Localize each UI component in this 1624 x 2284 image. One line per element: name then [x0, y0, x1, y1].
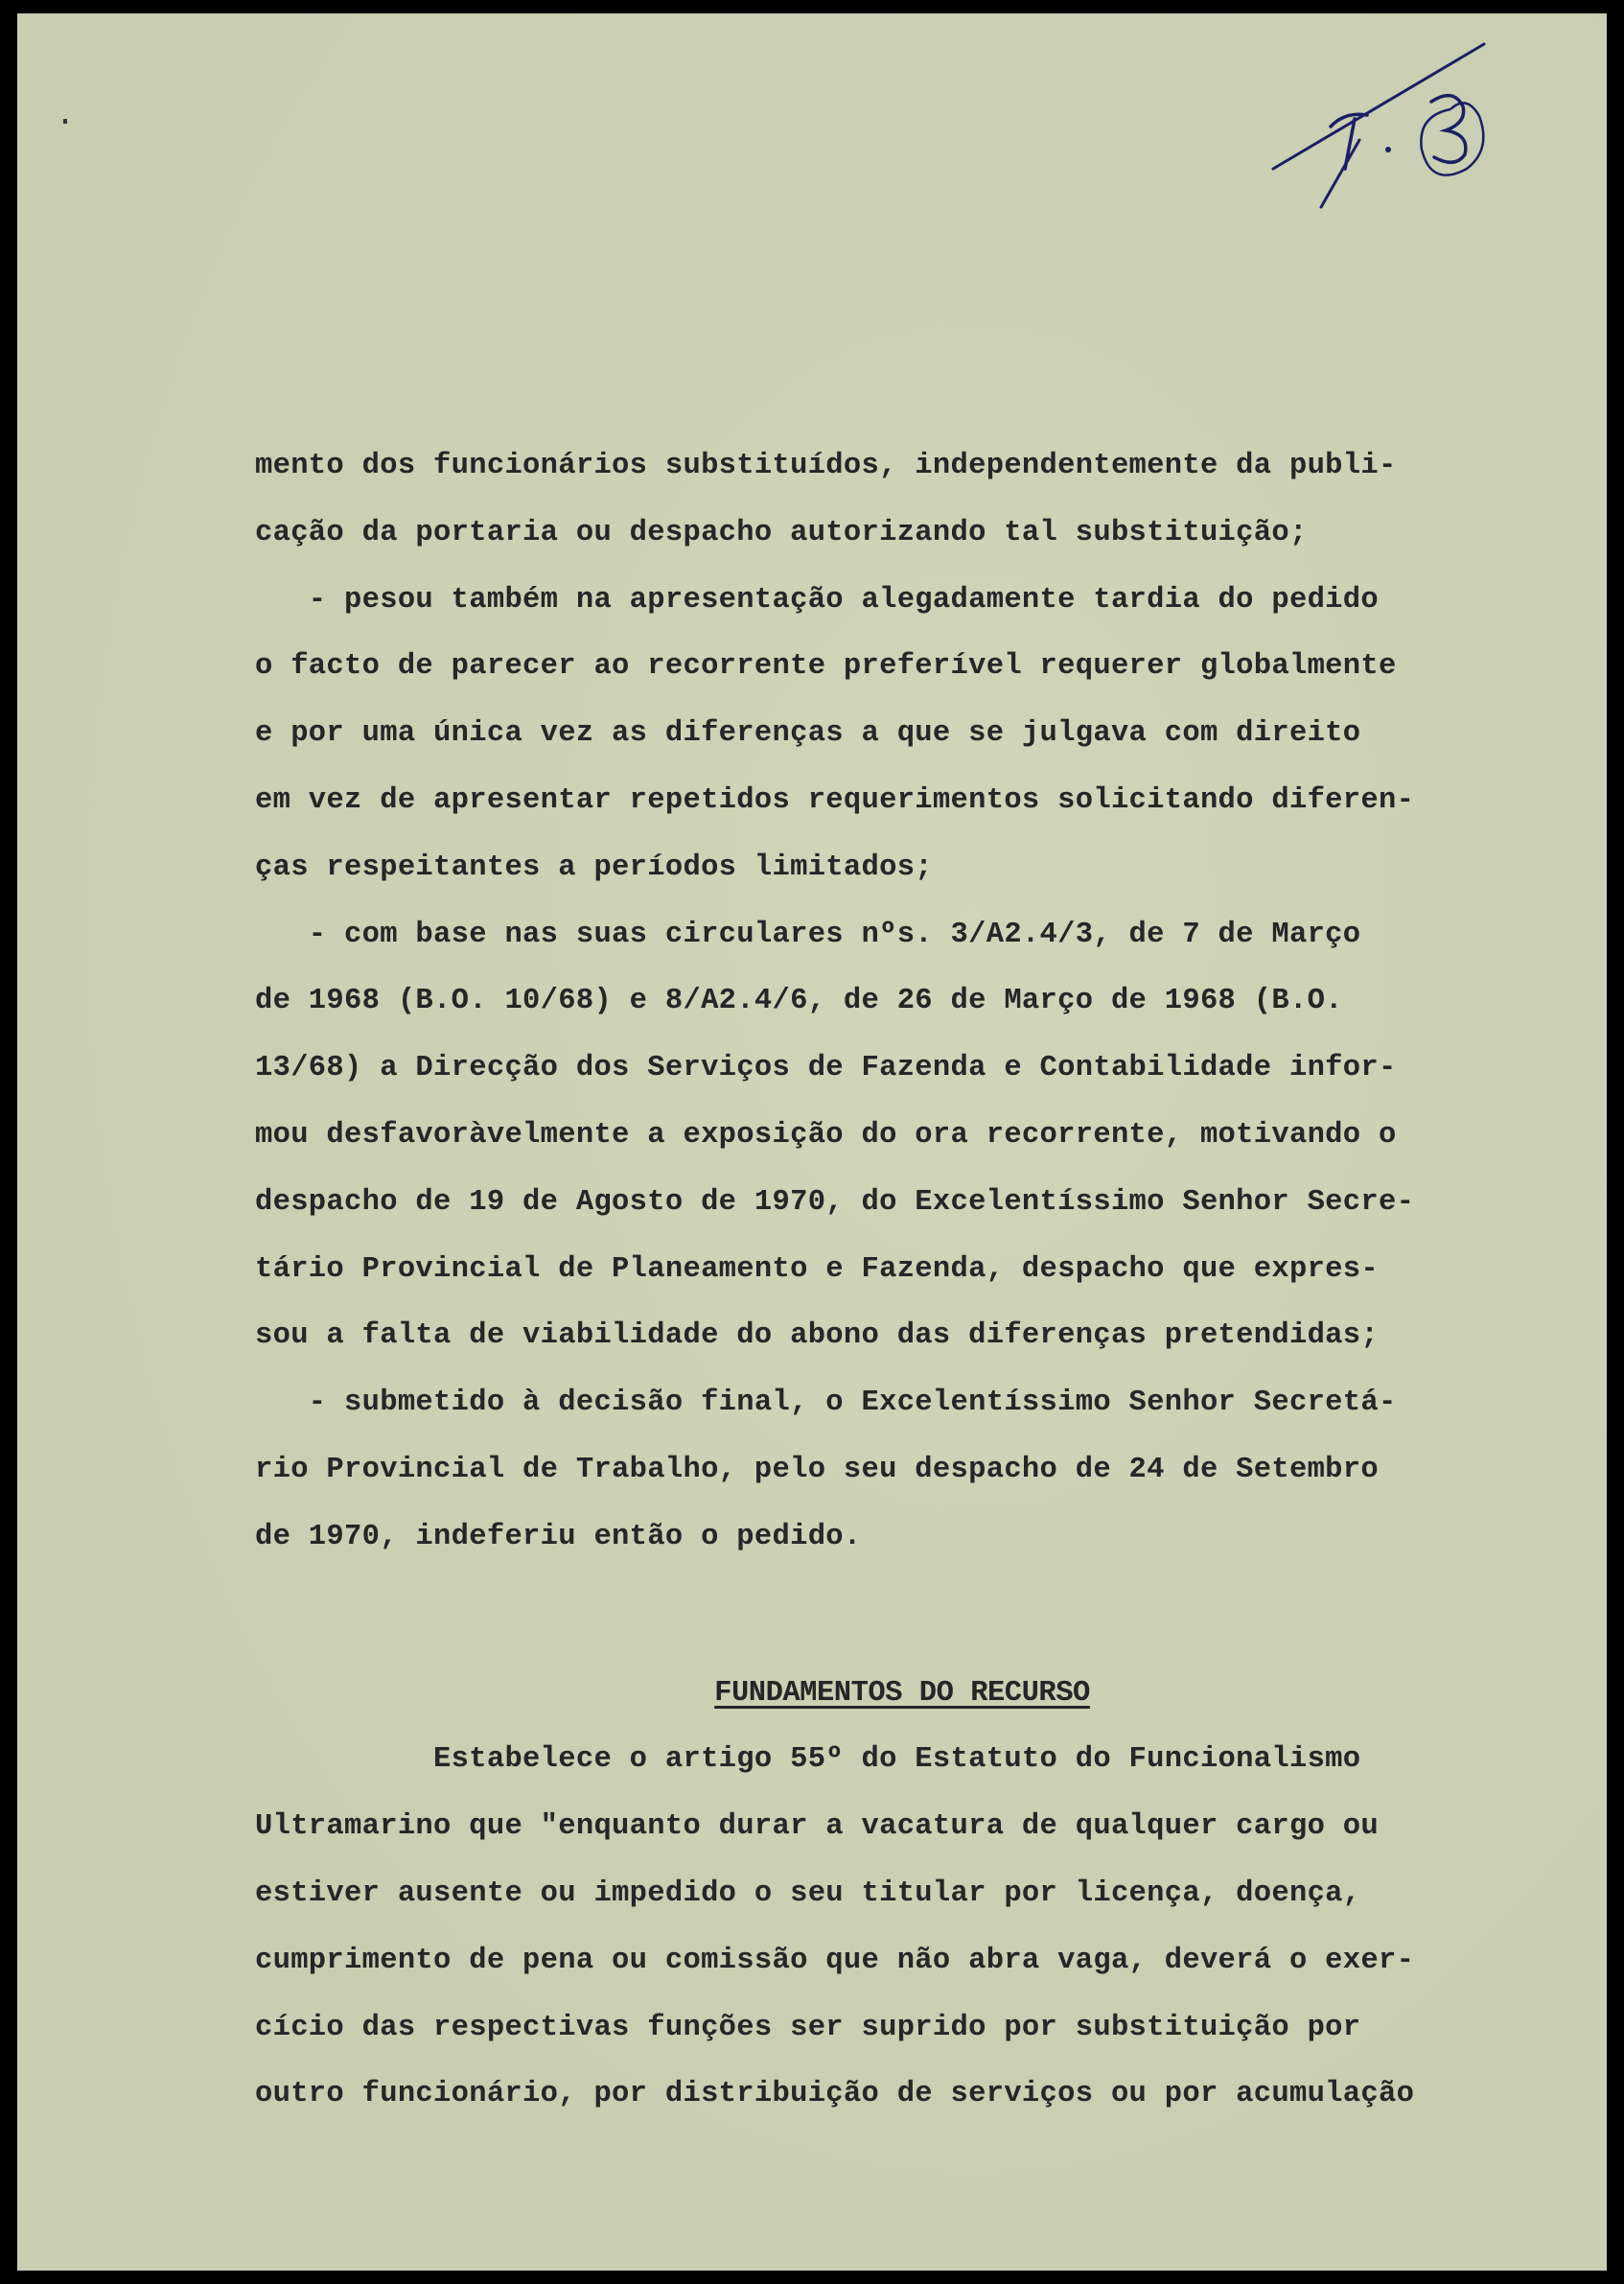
text-line: - submetido à decisão final, o Excelentíssimo Senhor Secretá-	[255, 1387, 1397, 1420]
text-line: mou desfavoràvelmente a exposição do ora recorrente, motivando o	[255, 1118, 1397, 1152]
paragraph	[255, 902, 1568, 1371]
text-line: em vez de apresentar repetidos requerimentos solicitando diferen-	[255, 783, 1415, 817]
paper-speck	[63, 119, 67, 124]
text-line: rio Provincial de Trabalho, pelo seu despacho de 24 de Setembro	[255, 1453, 1379, 1486]
text-line: ças respeitantes a períodos limitados;	[255, 851, 933, 884]
text-line: Estabelece o artigo 55º do Estatuto do Funcionalismo	[255, 1743, 1361, 1777]
document-body	[255, 433, 1568, 2129]
paragraph	[255, 1727, 1568, 2129]
text-line: de 1970, indeferiu então o pedido.	[255, 1520, 862, 1553]
text-line: despacho de 19 de Agosto de 1970, do Excelentíssimo Senhor Secre-	[255, 1185, 1415, 1219]
paragraph	[255, 433, 1568, 568]
text-line: outro funcionário, por distribuição de serviços ou por acumulação	[255, 2078, 1415, 2111]
text-line: - pesou também na apresentação alegadamente tardia do pedido	[255, 583, 1379, 617]
paragraph	[255, 1370, 1568, 1571]
text-line: estiver ausente ou impedido o seu titular por licença, doença,	[255, 1876, 1361, 1910]
section-heading: FUNDAMENTOS DO RECURSO	[714, 1676, 1090, 1710]
section-spacer	[255, 1572, 1568, 1661]
text-line: mento dos funcionários substituídos, independentemente da publi-	[255, 450, 1397, 482]
text-line: tário Provincial de Planeamento e Fazenda, despacho que expres-	[255, 1252, 1379, 1286]
text-line: cação da portaria ou despacho autorizando tal substituição;	[255, 516, 1308, 549]
paragraph	[255, 568, 1568, 902]
text-line: de 1968 (B.O. 10/68) e 8/A2.4/6, de 26 de Março de 1968 (B.O.	[255, 985, 1343, 1018]
document-page	[17, 13, 1607, 2271]
text-line: e por uma única vez as diferenças a que se julgava com direito	[255, 717, 1361, 751]
text-line: 13/68) a Direcção dos Serviços de Fazenda e Contabilidade infor-	[255, 1052, 1397, 1085]
text-line: - com base nas suas circulares nºs. 3/A2.4/3, de 7 de Março	[255, 918, 1361, 951]
text-line: sou a falta de viabilidade do abono das diferenças pretendidas;	[255, 1319, 1379, 1353]
folio-mark-drawing	[1254, 35, 1580, 217]
text-line: Ultramarino que "enquanto durar a vacatura de qualquer cargo ou	[255, 1810, 1379, 1844]
handwritten-folio-mark	[1254, 35, 1580, 217]
text-line: cumprimento de pena ou comissão que não abra vaga, deverá o exer-	[255, 1944, 1415, 1977]
text-line: o facto de parecer ao recorrente preferível requerer globalmente	[255, 650, 1397, 684]
text-line: cício das respectivas funções ser suprido por substituição por	[255, 2011, 1361, 2044]
